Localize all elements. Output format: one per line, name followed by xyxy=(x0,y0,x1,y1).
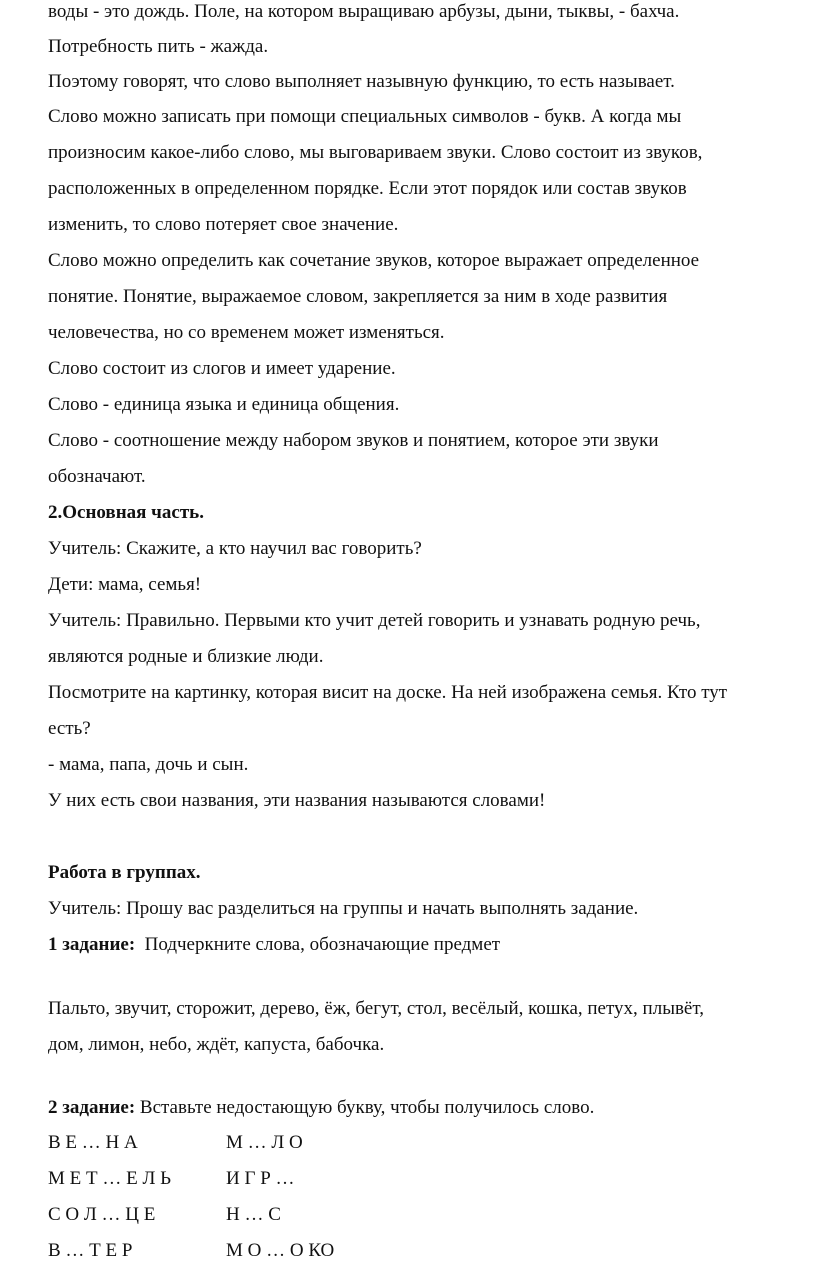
paragraph-line: Слово можно записать при помощи специальных символов - букв. А когда мы xyxy=(48,106,682,127)
task2-word: В Е … Н А xyxy=(48,1132,138,1153)
task2-word: Н … С xyxy=(226,1204,281,1225)
dialog-line: Учитель: Скажите, а кто научил вас говорить? xyxy=(48,538,422,559)
dialog-line: Учитель: Правильно. Первыми кто учит детей говорить и узнавать родную речь, xyxy=(48,610,701,631)
task2-word: С О Л … Ц Е xyxy=(48,1204,156,1225)
task2-line xyxy=(48,1096,594,1120)
task2-text: Вставьте недостающую букву, чтобы получилось слово. xyxy=(139,1097,595,1118)
section-heading: 2.Основная часть. xyxy=(48,502,204,523)
task1-line xyxy=(48,933,500,957)
task2-word: И Г Р … xyxy=(226,1168,295,1189)
task2-row xyxy=(48,1203,448,1227)
task1-label: 1 задание: xyxy=(48,934,136,955)
dialog-line: являются родные и близкие люди. xyxy=(48,646,324,667)
paragraph-line: произносим какое-либо слово, мы выговариваем звуки. Слово состоит из звуков, xyxy=(48,142,703,163)
group-work-heading: Работа в группах. xyxy=(48,862,201,883)
task2-label: 2 задание: xyxy=(48,1097,136,1118)
task2-word: М … Л О xyxy=(226,1132,303,1153)
paragraph-line: понятие. Понятие, выражаемое словом, закрепляется за ним в ходе развития xyxy=(48,286,668,307)
dialog-line: есть? xyxy=(48,718,91,739)
paragraph-line: воды - это дождь. Поле, на котором выращиваю арбузы, дыни, тыквы, - бахча. xyxy=(48,1,680,22)
dialog-line: Дети: мама, семья! xyxy=(48,574,202,595)
dialog-line: У них есть свои названия, эти названия называются словами! xyxy=(48,790,546,811)
paragraph-line: Поэтому говорят, что слово выполняет назывную функцию, то есть называет. xyxy=(48,71,675,92)
task2-row xyxy=(48,1131,448,1155)
group-instruction: Учитель: Прошу вас разделиться на группы и начать выполнять задание. xyxy=(48,898,639,919)
paragraph-line: расположенных в определенном порядке. Если этот порядок или состав звуков xyxy=(48,178,687,199)
task2-word: М Е Т … Е Л Ь xyxy=(48,1168,172,1189)
paragraph-line: Слово можно определить как сочетание звуков, которое выражает определенное xyxy=(48,250,700,271)
paragraph-line: Слово состоит из слогов и имеет ударение. xyxy=(48,358,396,379)
paragraph-line: изменить, то слово потеряет свое значение. xyxy=(48,214,399,235)
task2-row xyxy=(48,1167,448,1191)
dialog-line: - мама, папа, дочь и сын. xyxy=(48,754,249,775)
paragraph-line: Слово - соотношение между набором звуков и понятием, которое эти звуки xyxy=(48,430,659,451)
task2-word: В … Т Е Р xyxy=(48,1240,133,1261)
task1-words-line: Пальто, звучит, сторожит, дерево, ёж, бегут, стол, весёлый, кошка, петух, плывёт, xyxy=(48,998,704,1019)
paragraph-line: обозначают. xyxy=(48,466,146,487)
dialog-line: Посмотрите на картинку, которая висит на доске. На ней изображена семья. Кто тут xyxy=(48,682,728,703)
task2-row xyxy=(48,1239,448,1263)
paragraph-line: Потребность пить - жажда. xyxy=(48,36,269,57)
task1-text: Подчеркните слова, обозначающие предмет xyxy=(144,934,501,955)
task1-words-line: дом, лимон, небо, ждёт, капуста, бабочка. xyxy=(48,1034,385,1055)
paragraph-line: человечества, но со временем может изменяться. xyxy=(48,322,445,343)
paragraph-line: Слово - единица языка и единица общения. xyxy=(48,394,400,415)
task2-word: М О … О КО xyxy=(226,1240,335,1261)
